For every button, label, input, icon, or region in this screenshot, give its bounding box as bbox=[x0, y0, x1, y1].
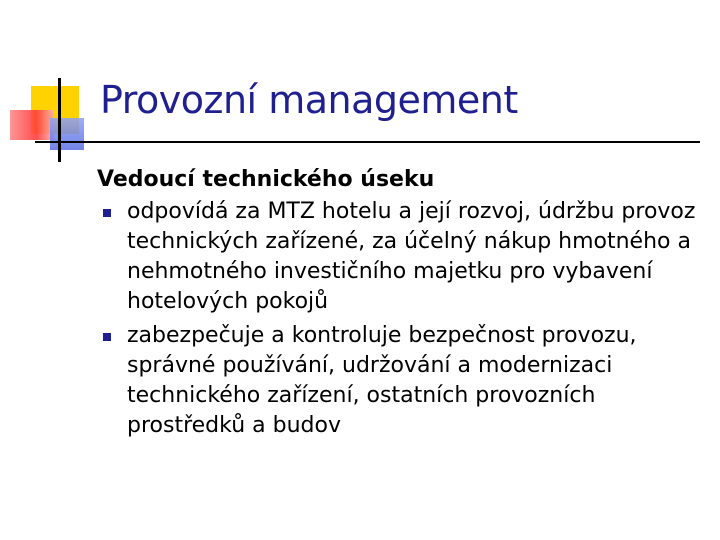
slide-content bbox=[97, 165, 707, 445]
title-underline bbox=[35, 141, 700, 143]
bullet-item bbox=[97, 321, 707, 441]
bullet-item bbox=[97, 197, 707, 317]
slide-title: Provozní management bbox=[100, 78, 518, 122]
bullet-text: odpovídá za MTZ hotelu a její rozvoj, údržbu provoz technických zařízené, za účelný nákup hmotného a nehmotného investičního majetku pro vybavení hotelových pokojů bbox=[127, 199, 696, 314]
bullet-text: zabezpečuje a kontroluje bezpečnost provozu, správné používání, udržování a modernizaci technického zařízení, ostatních provozních prostředků a budov bbox=[127, 323, 637, 438]
section-heading: Vedoucí technického úseku bbox=[97, 167, 435, 192]
logo-blue-square bbox=[50, 118, 84, 150]
bullet-list bbox=[97, 197, 707, 441]
slide-logo-squares-icon bbox=[0, 0, 100, 170]
square-bullet-icon bbox=[103, 333, 111, 341]
square-bullet-icon bbox=[103, 209, 111, 217]
logo-vertical-line bbox=[58, 78, 61, 162]
logo-red-square bbox=[10, 110, 54, 140]
